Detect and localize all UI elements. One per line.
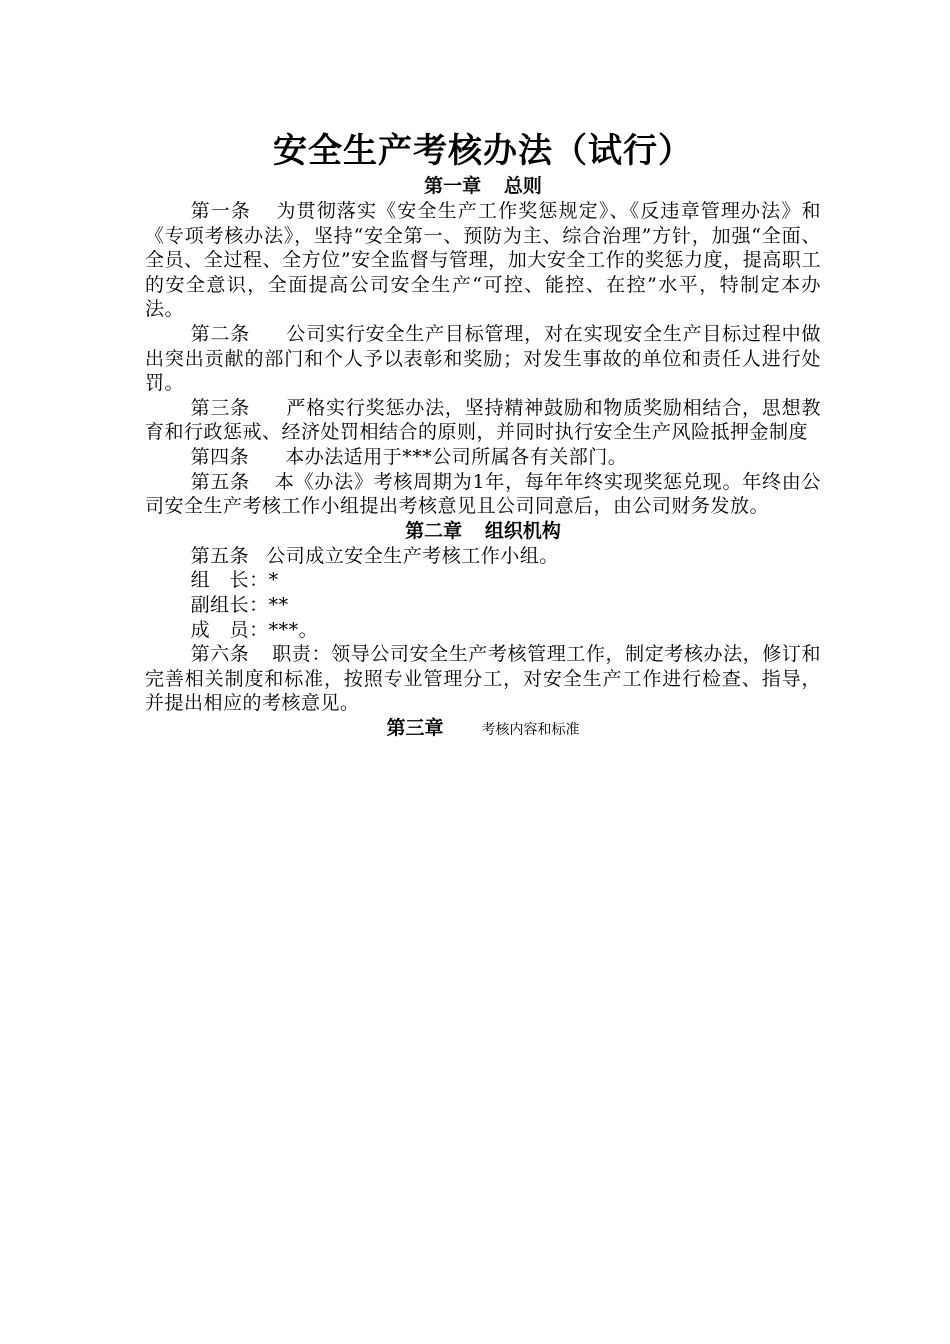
member-deputy [145, 593, 821, 618]
member-role: 成 员： [190, 618, 269, 641]
article-text: 为贯彻落实《安全生产工作奖惩规定》、《反违章管理办法》和《专项考核办法》，坚持“安全第一、预防为主、综合治理”方针，加强“全面、全员、全过程、全方位”安全监督与管理，加大安全工作的奖惩力度，提高职工的安全意识，全面提高公司安全生产“可控、能控、在控”水平，特制定本办法。 [145, 200, 821, 321]
member-value: ** [268, 593, 289, 616]
chapter-2-heading [145, 519, 821, 544]
chapter-number: 第三章 [386, 716, 444, 739]
article-text: 严格实行奖惩办法，坚持精神鼓励和物质奖励相结合，思想教育和行政惩戒、经济处罚相结合的原则，并同时执行安全生产风险抵押金制度 [145, 396, 821, 444]
member-leader [145, 568, 821, 593]
chapter-number: 第二章 [405, 519, 463, 542]
article-2 [145, 322, 821, 396]
chapter-number: 第一章 [424, 175, 482, 197]
article-text: 本《办法》考核周期为1年，每年年终实现奖惩兑现。年终由公司安全生产考核工作小组提出考核意见且公司同意后，由公司财务发放。 [145, 470, 821, 518]
article-number: 第六条 [190, 643, 250, 666]
article-number: 第二条 [190, 322, 251, 345]
article-1 [145, 199, 821, 322]
article-number: 第三条 [190, 396, 251, 419]
article-number: 第五条 [190, 470, 250, 493]
article-text: 本办法适用于***公司所属各有关部门。 [285, 445, 628, 468]
member-value: ***。 [268, 618, 319, 641]
article-5-org [145, 544, 821, 569]
article-5 [145, 470, 821, 519]
chapter-name: 总则 [503, 175, 542, 197]
article-number: 第四条 [190, 445, 250, 468]
member-value: * [268, 569, 279, 592]
member-staff [145, 618, 821, 643]
article-text: 公司成立安全生产考核工作小组。 [266, 544, 559, 567]
chapter-name: 组织机构 [484, 519, 561, 542]
chapter-name: 考核内容和标准 [481, 721, 580, 738]
chapter-1-heading [145, 174, 821, 199]
chapter-3-heading [145, 716, 821, 743]
document-title: 安全生产考核办法（试行） [273, 131, 693, 171]
document-page [145, 128, 821, 743]
member-role: 副组长： [190, 593, 269, 616]
member-role: 组 长： [190, 569, 269, 592]
article-4 [145, 445, 821, 470]
article-number: 第五条 [190, 544, 250, 567]
article-text: 公司实行安全生产目标管理，对在实现安全生产目标过程中做出突出贡献的部门和个人予以表彰和奖励；对发生事故的单位和责任人进行处罚。 [145, 322, 821, 395]
article-text: 职责：领导公司安全生产考核管理工作，制定考核办法，修订和完善相关制度和标准，按照专业管理分工，对安全生产工作进行检查、指导，并提出相应的考核意见。 [145, 643, 821, 715]
article-number: 第一条 [190, 200, 252, 222]
article-3 [145, 396, 821, 445]
article-6 [145, 642, 821, 716]
